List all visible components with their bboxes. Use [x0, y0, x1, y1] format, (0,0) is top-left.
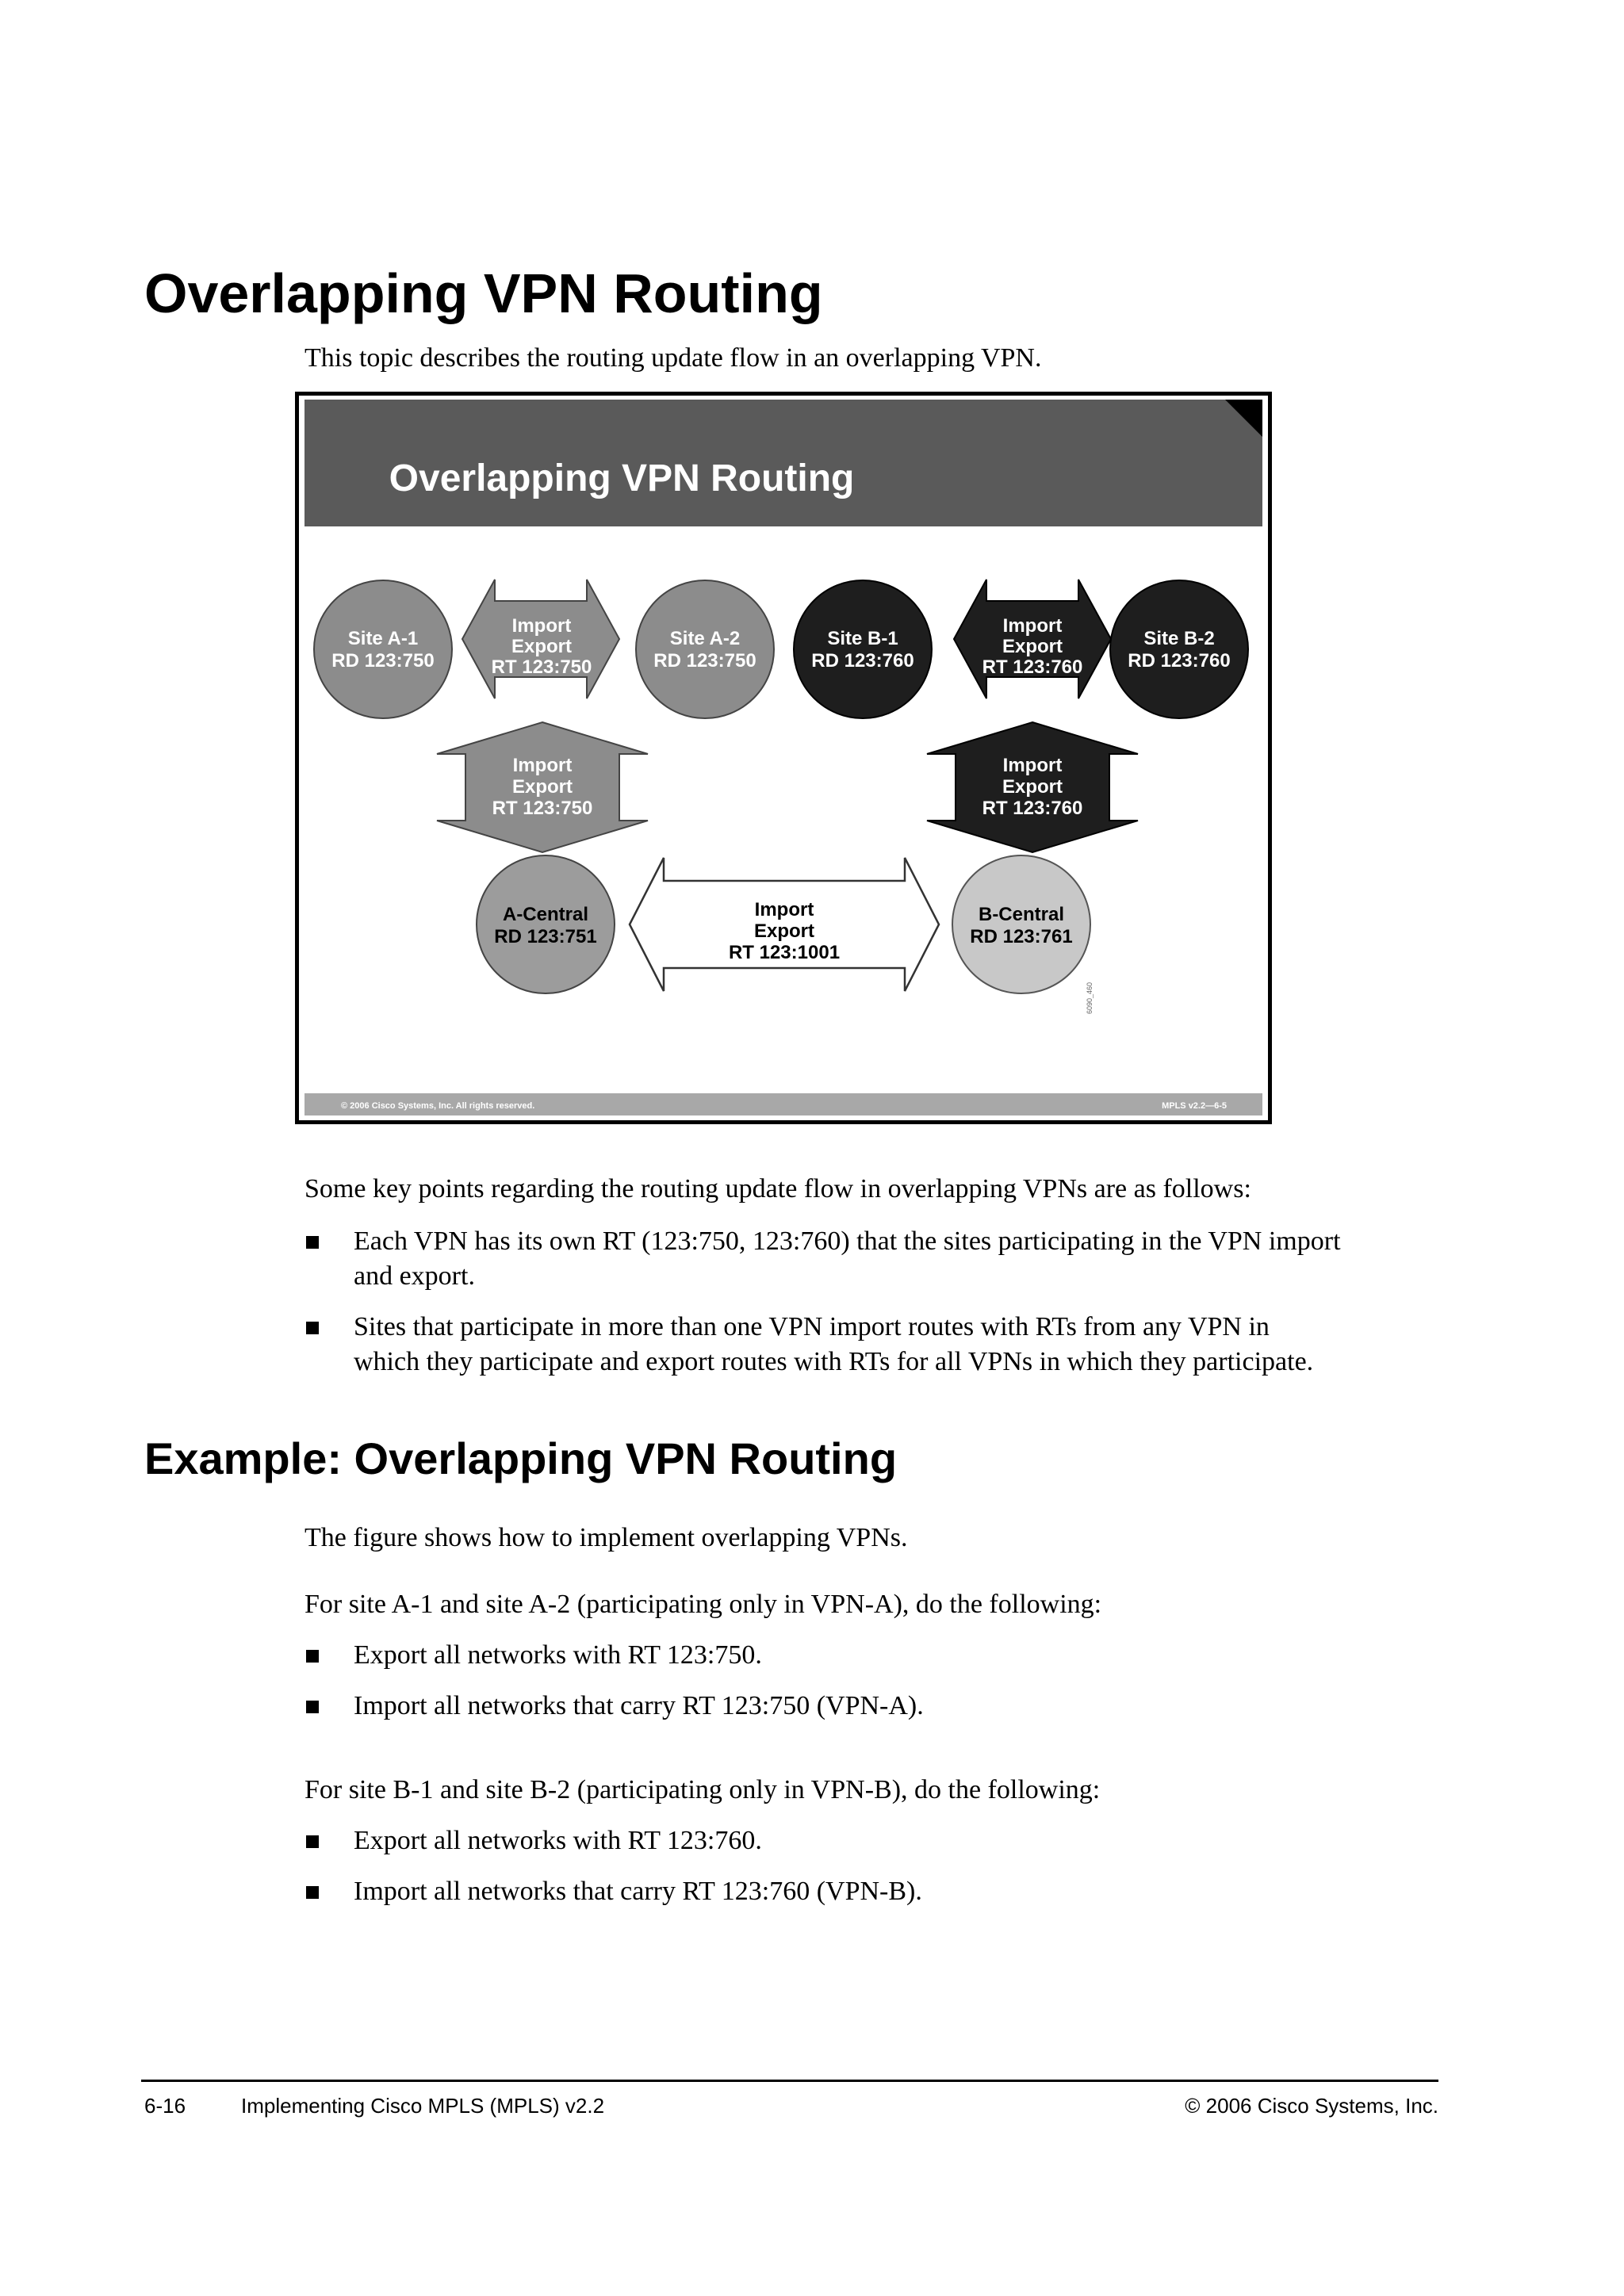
vpn-b-step-2-text: Import all networks that carry RT 123:760 (VPN-B).: [354, 1877, 922, 1906]
intro-paragraph: This topic describes the routing update flow in an overlapping VPN.: [304, 343, 1042, 373]
arrow-shared-line1: Import: [754, 899, 814, 920]
arrow-a-top-line2: Export: [511, 636, 573, 657]
vpn-a-step-1-text: Export all networks with RT 123:750.: [354, 1640, 762, 1670]
arrow-a-vertical-line3: RT 123:750: [492, 798, 593, 819]
key-point-2: [304, 1310, 1446, 1380]
site-b2-name: Site B-2: [1143, 628, 1215, 649]
arrow-shared: [630, 858, 939, 991]
example-heading: Example: Overlapping VPN Routing: [144, 1433, 898, 1483]
site-b-central: [952, 855, 1090, 993]
footer-divider: [141, 2080, 1438, 2082]
site-a1-rd: RD 123:750: [331, 650, 435, 672]
footer-copyright: © 2006 Cisco Systems, Inc.: [1185, 2094, 1438, 2118]
site-b1-circle: [794, 580, 932, 718]
site-b1-rd: RD 123:760: [811, 650, 914, 672]
site-a2: [636, 580, 774, 718]
key-point-1: [304, 1224, 1446, 1294]
vpn-b-step-2: [304, 1874, 1446, 1909]
vpn-a-step-2-text: Import all networks that carry RT 123:750 (VPN-A).: [354, 1691, 924, 1720]
bullet-square-icon: [306, 1650, 319, 1663]
figure-slide: [295, 392, 1272, 1124]
arrow-b-vertical: [927, 722, 1138, 852]
arrow-a-vertical-line1: Import: [512, 755, 573, 776]
site-a1-circle: [314, 580, 452, 718]
site-b2-circle: [1110, 580, 1248, 718]
site-a-central-name: A-Central: [502, 904, 589, 925]
slide-footer-copyright: © 2006 Cisco Systems, Inc. All rights reserved.: [341, 1101, 535, 1111]
key-point-2-line2: which they participate and export routes with RTs for all VPNs in which they participate.: [354, 1347, 1314, 1376]
key-point-2-line1: Sites that participate in more than one VPN import routes with RTs from any VPN in: [354, 1312, 1270, 1341]
arrow-b-vertical-line2: Export: [1002, 776, 1063, 798]
page-heading: Overlapping VPN Routing: [144, 262, 823, 324]
bullet-square-icon: [306, 1701, 319, 1713]
site-a-central: [477, 855, 615, 993]
arrow-b-top-line2: Export: [1002, 636, 1063, 657]
slide-footer-course: MPLS v2.2—6-5: [1162, 1101, 1227, 1111]
site-b-central-name: B-Central: [978, 904, 1065, 925]
site-a2-circle: [636, 580, 774, 718]
vpn-b-step-1: [304, 1823, 1446, 1858]
arrow-b-top: [954, 580, 1111, 698]
arrow-a-vertical: [437, 722, 648, 852]
key-point-1-line2: and export.: [354, 1261, 475, 1291]
site-a2-name: Site A-2: [669, 628, 741, 649]
bullet-square-icon: [306, 1886, 319, 1899]
arrow-b-vertical-line1: Import: [1002, 755, 1063, 776]
arrow-a-vertical-line2: Export: [511, 776, 573, 798]
arrow-shared-line3: RT 123:1001: [728, 942, 841, 963]
site-a2-rd: RD 123:750: [653, 650, 756, 672]
site-b1-name: Site B-1: [827, 628, 898, 649]
footer-page-number: 6-16: [144, 2094, 186, 2118]
vpn-a-step-1: [304, 1638, 1446, 1673]
key-points-intro: Some key points regarding the routing update flow in overlapping VPNs are as follows:: [304, 1174, 1251, 1203]
site-b1: [794, 580, 932, 718]
key-point-1-line1: Each VPN has its own RT (123:750, 123:760) that the sites participating in the VPN import: [354, 1226, 1341, 1256]
site-b-central-rd: RD 123:761: [970, 926, 1073, 947]
bullet-square-icon: [306, 1835, 319, 1848]
site-a1-name: Site A-1: [347, 628, 419, 649]
site-b2-rd: RD 123:760: [1128, 650, 1231, 672]
arrow-a-top-line1: Import: [511, 615, 572, 637]
arrow-b-top-line3: RT 123:760: [982, 656, 1083, 678]
vpn-a-step-2: [304, 1689, 1446, 1724]
site-b2: [1110, 580, 1248, 718]
arrow-b-top-line1: Import: [1002, 615, 1063, 637]
site-a1: [314, 580, 452, 718]
bullet-square-icon: [306, 1322, 319, 1334]
bullet-square-icon: [306, 1236, 319, 1249]
arrow-b-vertical-line3: RT 123:760: [982, 798, 1083, 819]
arrow-a-top-line3: RT 123:750: [491, 656, 592, 678]
example-intro: The figure shows how to implement overlapping VPNs.: [304, 1523, 908, 1552]
vpn-b-intro: For site B-1 and site B-2 (participating only in VPN-B), do the following:: [304, 1775, 1101, 1804]
slide-title: Overlapping VPN Routing: [389, 457, 855, 499]
slide-side-id: 6090_460: [1086, 982, 1094, 1015]
footer-book-title: Implementing Cisco MPLS (MPLS) v2.2: [241, 2094, 605, 2118]
arrow-shared-line2: Export: [753, 920, 815, 942]
site-a-central-rd: RD 123:751: [494, 926, 597, 947]
arrow-a-top: [462, 580, 619, 698]
vpn-b-step-1-text: Export all networks with RT 123:760.: [354, 1826, 762, 1855]
vpn-a-intro: For site A-1 and site A-2 (participating only in VPN-A), do the following:: [304, 1590, 1102, 1619]
